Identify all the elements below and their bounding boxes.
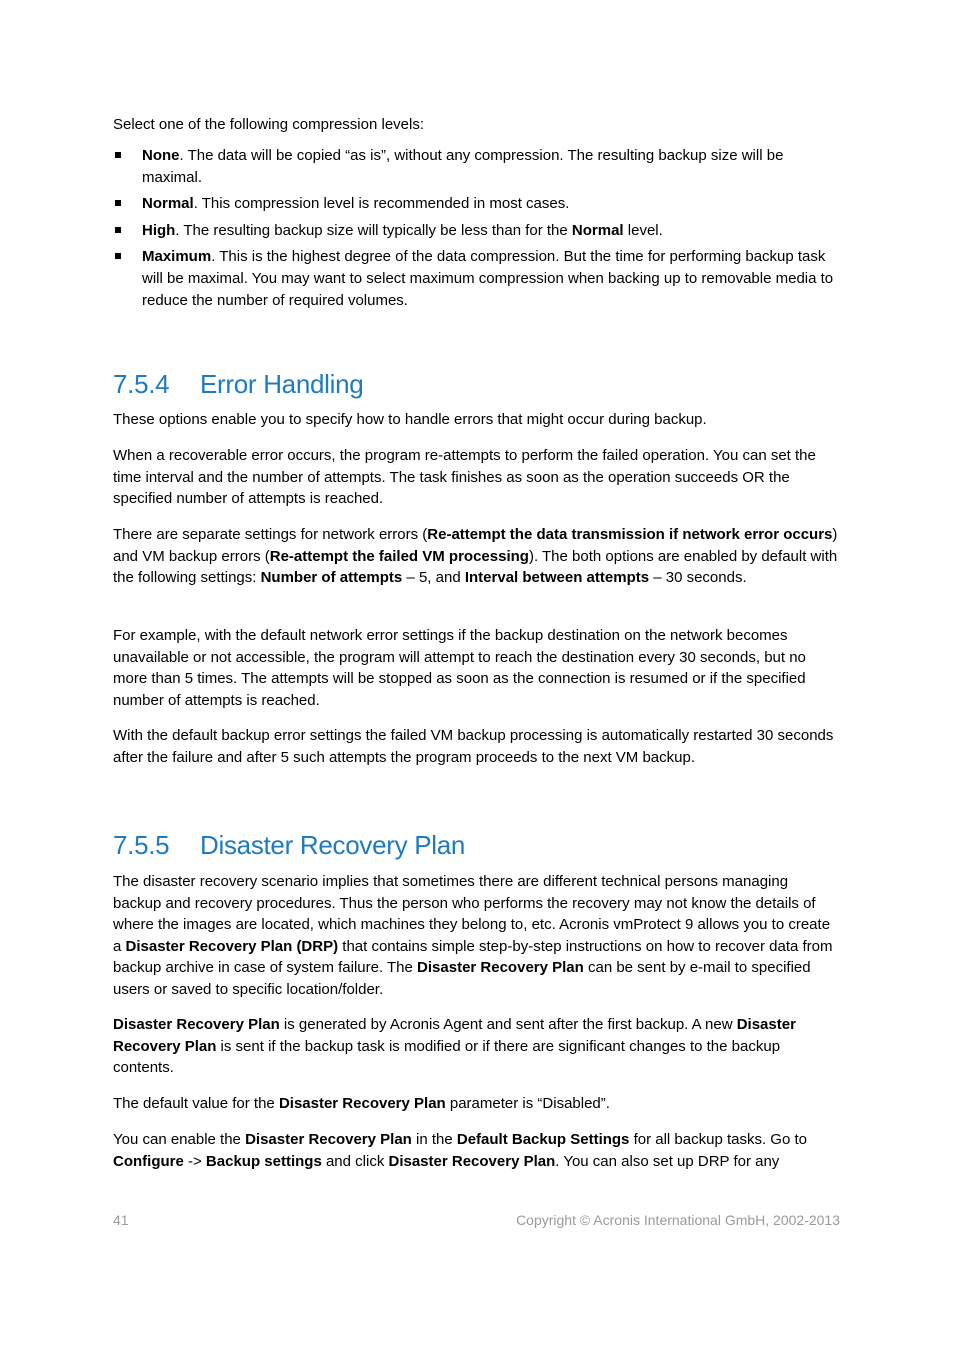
list-item [113, 220, 840, 242]
text-run: You can enable the [113, 1131, 246, 1148]
error-handling-para-2: When a recoverable error occurs, the program re-attempts to perform the failed operation. You can set the time interval and the number of attempts. The task finishes as soon as the operation succeeds OR the specified number of attempts is reached. [113, 447, 816, 508]
copyright-notice: Copyright © Acronis International GmbH, 2002-2013 [516, 1212, 840, 1228]
bold-run: Disaster Recovery Plan (DRP) [125, 937, 339, 955]
drp-para-3 [113, 1093, 840, 1115]
text-run: is sent if the backup task is modified or if there are significant changes to the backup contents. [113, 1037, 781, 1077]
level-term: High [142, 221, 176, 239]
text-run: in the [411, 1131, 457, 1148]
text-run: that contains simple step-by-step instructions on how to recover data from backup archive in case of system failure. The [113, 937, 833, 977]
bold-run: Number of attempts [260, 569, 403, 587]
bold-run: Disaster Recovery Plan [113, 1016, 796, 1055]
level-text: . The data will be copied “as is”, without any compression. The resulting backup size will be maximal. [142, 147, 784, 186]
text-run: . You can also set up DRP for any [555, 1152, 780, 1170]
text-run: -> [183, 1152, 206, 1170]
error-handling-para-1: These options enable you to specify how to handle errors that might occur during backup. [113, 411, 707, 428]
error-handling-para-3 [113, 524, 840, 589]
page-number: 41 [113, 1212, 129, 1228]
compression-levels-list [113, 145, 840, 311]
bold-run: Disaster Recovery Plan [417, 959, 584, 977]
square-bullet-icon [115, 253, 121, 259]
bold-run: Disaster Recovery Plan [113, 1016, 280, 1033]
bold-run: Backup settings [205, 1152, 322, 1170]
level-text-secondary: level. [623, 221, 663, 239]
level-text: . The resulting backup size will typically be less than for the [175, 221, 572, 239]
section-title: Error Handling [200, 369, 364, 399]
text-run: The disaster recovery scenario implies that sometimes there are different technical persons managing backup and recovery procedures. Thus the person who performs the recovery may not know the details of where the images are located, which machines they belong to, etc. Acronis vmProtect 9 allows you to create a [113, 873, 831, 955]
level-text: . This is the highest degree of the data compression. But the time for performing backup task will be maximal. You may want to select maximum compression when backing up to removable media to reduce the number of required volumes. [142, 248, 834, 309]
bold-run: Default Backup Settings [456, 1131, 630, 1148]
square-bullet-icon [115, 152, 121, 158]
compression-intro: Select one of the following compression levels: [113, 116, 425, 133]
text-run: can be sent by e-mail to specified users or saved to specific location/folder. [113, 959, 811, 998]
square-bullet-icon [115, 227, 121, 233]
square-bullet-icon [115, 200, 121, 206]
error-handling-para-4: For example, with the default network error settings if the backup destination on the network becomes unavailable or not accessible, the program will attempt to reach the destination every 30 seconds, but no more than 5 times. The attempts will be stopped as soon as the connection is resumed or if the specified number of attempts is reached. [113, 627, 806, 709]
section-heading-disaster-recovery-plan [113, 830, 840, 860]
level-text: . This compression level is recommended in most cases. [193, 195, 570, 213]
bold-run: Disaster Recovery Plan [245, 1131, 412, 1148]
drp-para-2 [113, 1014, 840, 1079]
drp-para-1 [113, 871, 840, 1001]
section-title: Disaster Recovery Plan [200, 830, 466, 860]
text-run: – 5, and [402, 569, 465, 587]
list-item [113, 193, 840, 215]
level-term-secondary: Normal [571, 221, 624, 239]
text-run: – 30 seconds. [649, 569, 747, 587]
level-term: Maximum [142, 248, 212, 266]
text-run: and click [321, 1152, 389, 1170]
bold-run: Re-attempt the failed VM processing [269, 547, 529, 565]
text-run: There are separate settings for network errors ( [113, 526, 428, 543]
bold-run: Disaster Recovery Plan [278, 1095, 446, 1112]
level-term: None [142, 147, 180, 164]
text-run: The default value for the [113, 1095, 279, 1112]
error-handling-para-5: With the default backup error settings the failed VM backup processing is automatically restarted 30 seconds after the failure and after 5 such attempts the program proceeds to the next VM backup. [113, 727, 834, 766]
list-item [113, 246, 840, 311]
text-run: ) and VM backup errors ( [113, 526, 838, 565]
text-run: parameter is “Disabled”. [445, 1095, 610, 1112]
text-run: ). The both options are enabled by default with the following settings: [113, 547, 838, 587]
section-heading-error-handling [113, 369, 840, 399]
list-item [113, 145, 840, 188]
bold-run: Re-attempt the data transmission if network error occurs [427, 526, 833, 543]
bold-run: Disaster Recovery Plan [388, 1152, 556, 1170]
level-term: Normal [142, 195, 194, 213]
bold-run: Interval between attempts [464, 569, 650, 587]
section-number: 7.5.5 [113, 830, 170, 860]
text-run: is generated by Acronis Agent and sent after the first backup. A new [279, 1016, 737, 1033]
section-number: 7.5.4 [113, 369, 170, 399]
bold-run: Configure [113, 1152, 184, 1170]
text-run: for all backup tasks. Go to [629, 1131, 807, 1148]
drp-para-4 [113, 1129, 840, 1172]
